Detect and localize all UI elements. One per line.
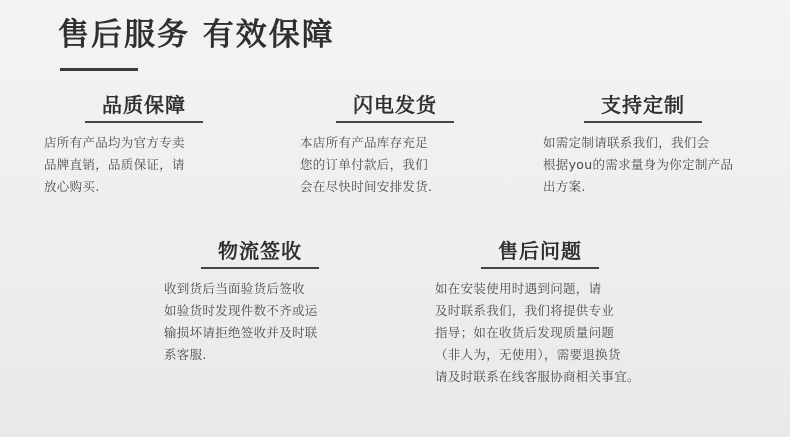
block-title: 品质保障: [102, 93, 186, 117]
service-block-customization: [543, 92, 743, 198]
body-line: 根据you的需求量身为你定制产品: [543, 157, 734, 172]
block-title-underline: [85, 121, 203, 123]
block-title-underline: [201, 267, 319, 269]
block-title-underline: [336, 121, 454, 123]
body-line: 如在安装使用时遇到问题，请: [435, 281, 602, 296]
body-line: 如验货时发现件数不齐或运: [164, 303, 318, 318]
body-line: 请及时联系在线客服协商相关事宜。: [435, 369, 640, 384]
service-block-fast-shipping: [300, 92, 490, 198]
block-title-underline: [584, 121, 702, 123]
body-line: 及时联系我们，我们将提供专业: [435, 303, 615, 318]
block-title-underline: [481, 267, 599, 269]
block-body: [164, 278, 360, 366]
title-underline: [60, 68, 138, 71]
body-line: 输损坏请拒绝签收并及时联: [164, 325, 318, 340]
body-line: 本店所有产品库存充足: [300, 135, 429, 150]
block-body: [44, 132, 226, 198]
body-line: 系客服.: [164, 347, 207, 362]
body-line: 出方案.: [543, 179, 586, 194]
block-body: [300, 132, 478, 198]
body-line: 如需定制请联系我们，我们会: [543, 135, 710, 150]
body-line: 收到货后当面验货后签收: [164, 281, 305, 296]
block-body: [543, 132, 743, 198]
body-line: 会在尽快时间安排发货.: [300, 179, 433, 194]
block-title: 售后问题: [498, 239, 582, 263]
banner-header: [58, 14, 335, 56]
block-title: 物流签收: [218, 239, 302, 263]
service-block-quality: [44, 92, 244, 198]
service-block-logistics-receipt: [160, 238, 360, 366]
page-title: 售后服务 有效保障: [58, 17, 335, 53]
body-line: 您的订单付款后，我们: [300, 157, 429, 172]
block-body: [435, 278, 645, 388]
body-line: 品牌直销，品质保证，请: [44, 157, 185, 172]
body-line: 指导；如在收货后发现质量问题: [435, 325, 615, 340]
block-title: 闪电发货: [353, 93, 437, 117]
body-line: 放心购买.: [44, 179, 100, 194]
body-line: 店所有产品均为官方专卖: [44, 135, 185, 150]
service-block-after-sales-issues: [435, 238, 645, 388]
block-title: 支持定制: [601, 93, 685, 117]
body-line: （非人为，无使用），需要退换货: [435, 347, 621, 362]
